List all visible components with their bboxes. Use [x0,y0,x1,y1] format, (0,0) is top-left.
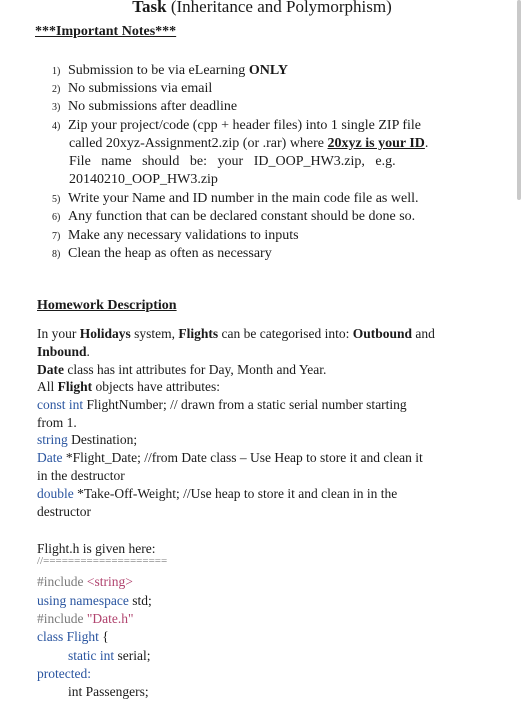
code-line: int Passengers; [68,684,149,699]
code-line: #include <string> [37,574,133,589]
hw-attribute: string Destination; [37,432,138,447]
note-item: 5) Write your Name and ID number in the main code file as well. [52,191,419,206]
scrollbar[interactable] [517,0,521,200]
code-line: class Flight { [37,629,109,644]
hw-attribute: const int FlightNumber; // drawn from a static serial number starting from 1. [37,397,407,430]
note-item: 4) Zip your project/code (cpp + header files) into 1 single ZIP file [52,118,421,133]
note-item: 2) No submissions via email [52,81,213,96]
note-item: 7) Make any necessary validations to inputs [52,228,299,243]
page-title: Task (Inheritance and Polymorphism) [132,0,392,16]
hw-paragraph: Date class has int attributes for Day, Month and Year. [37,362,327,377]
code-comment: //==================== [37,555,168,567]
hw-paragraph: All Flight objects have attributes: [37,379,220,394]
note-item-continued: File name should be: your ID_OOP_HW3.zip, e.g. [69,154,396,169]
notes-heading: ***Important Notes*** [35,24,177,39]
note-item-continued: called 20xyz-Assignment2.zip (or .rar) where 20xyz is your ID. [69,136,429,151]
code-line: #include "Date.h" [37,611,134,626]
hw-paragraph: In your Holidays system, Flights can be categorised into: Outbound and Inbound. [37,326,435,359]
note-item: 8) Clean the heap as often as necessary [52,246,272,261]
hw-attribute: Date *Flight_Date; //from Date class – Use Heap to store it and clean it in the destructor [37,450,423,483]
code-intro: Flight.h is given here: [37,541,156,556]
note-item-continued: 20140210_OOP_HW3.zip [69,172,218,187]
code-line: static int serial; [68,648,151,663]
code-line: using namespace std; [37,593,152,608]
note-item: 6) Any function that can be declared constant should be done so. [52,209,416,224]
note-item: 1) Submission to be via eLearning ONLY [52,63,288,78]
homework-heading: Homework Description [37,298,177,313]
code-line: protected: [37,666,91,681]
note-item: 3) No submissions after deadline [52,99,238,114]
hw-attribute: double *Take-Off-Weight; //Use heap to store it and clean in in the destructor [37,486,398,519]
